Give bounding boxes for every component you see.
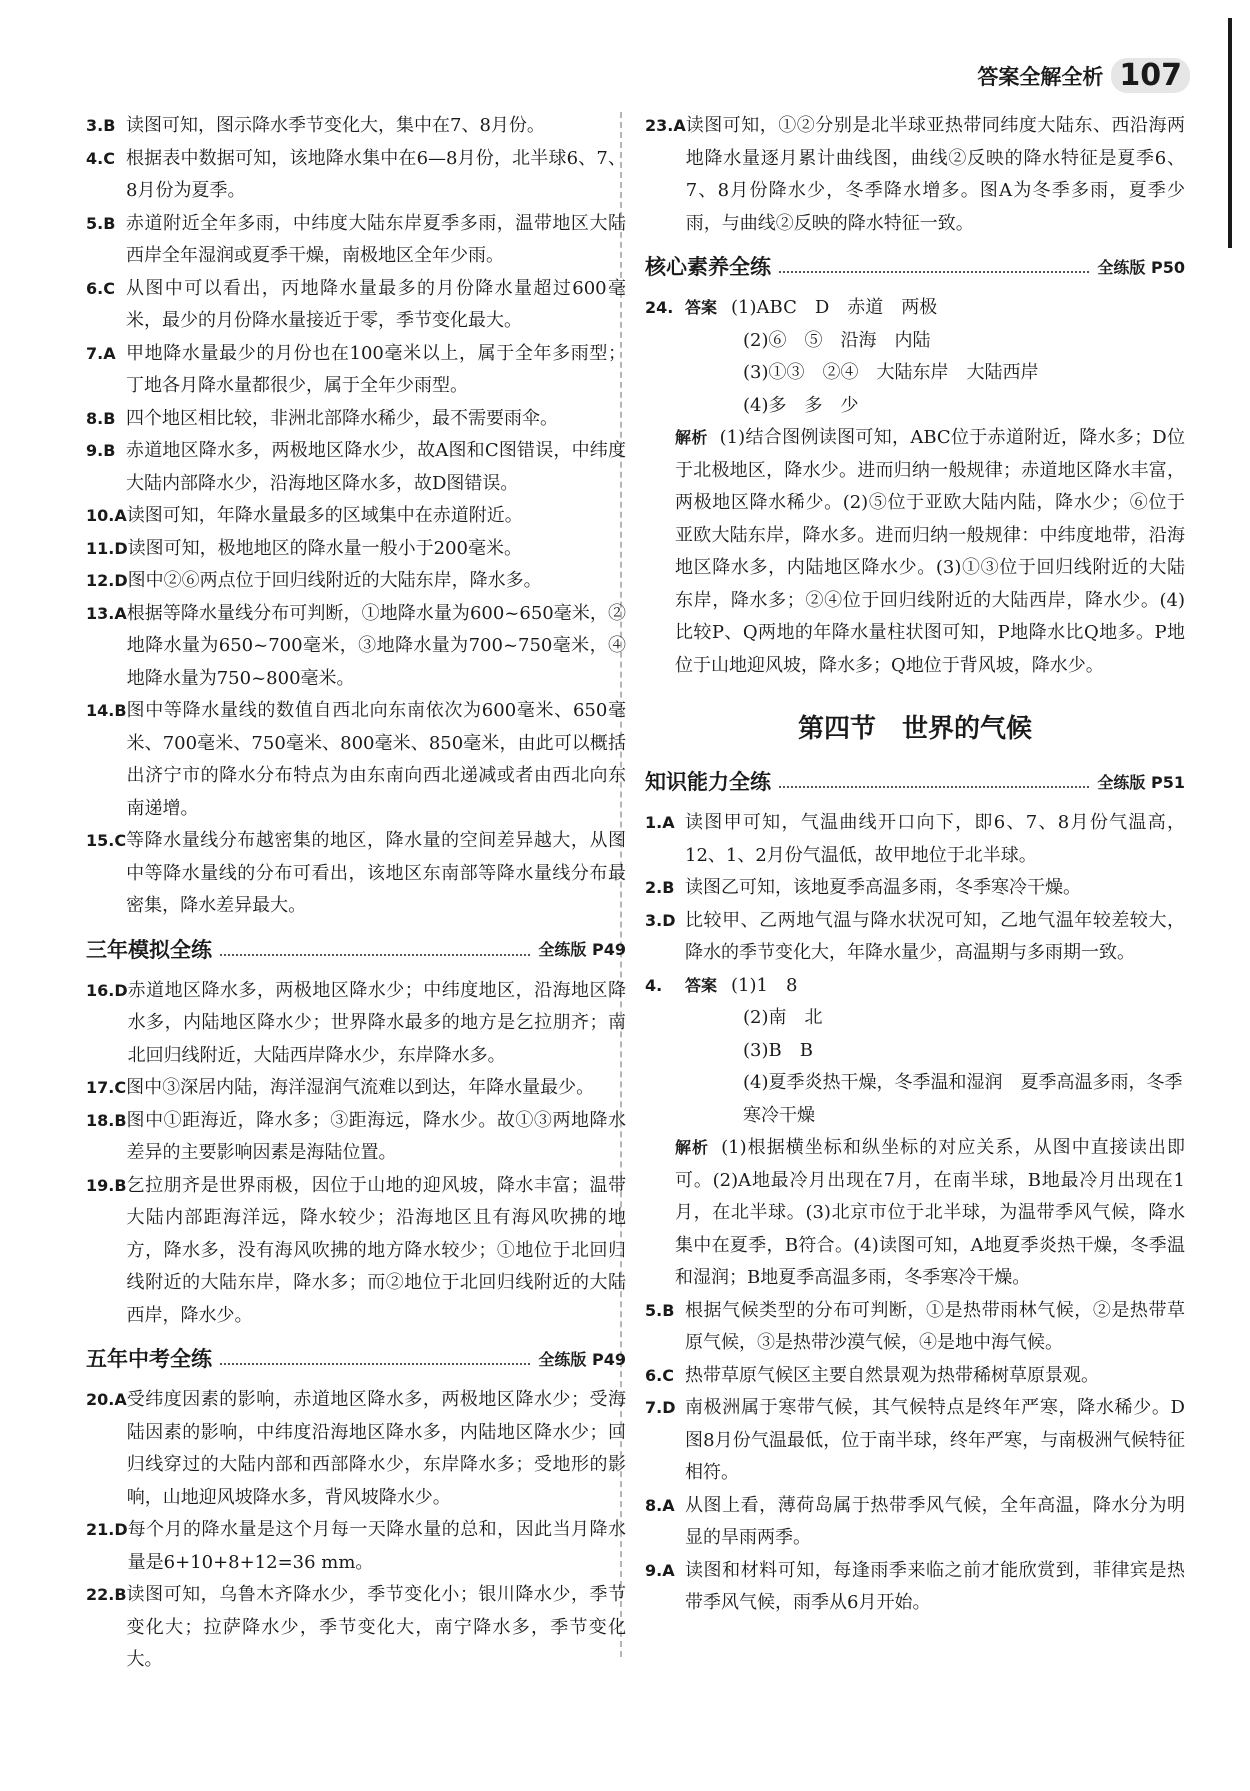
answer-number: 7.A — [86, 343, 116, 363]
answer-label: 答案 — [685, 298, 718, 317]
answer-text: 读图甲可知，气温曲线开口向下，即6、7、8月份气温高，12、1、2月份气温低，故甲地位于北半球。 — [685, 812, 1185, 866]
answer-list — [86, 110, 626, 923]
answer-text: 图中等降水量线的数值自西北向东南依次为600毫米、650毫米、700毫米、750毫米、800毫米、850毫米，由此可以概括出济宁市的降水分布特点为由东南向西北递减或者由西北向东南递增。 — [126, 700, 626, 819]
explanation — [645, 1132, 1185, 1295]
answer-text: 甲地降水量最少的月份也在100毫米以上，属于全年多雨型；丁地各月降水量都很少，属于全年少雨型。 — [126, 342, 626, 396]
answer-item — [86, 273, 626, 338]
section-ref: 全练版 P49 — [538, 940, 626, 959]
answer-item — [86, 403, 626, 436]
answer-item — [645, 292, 1185, 325]
answer-number: 17.C — [86, 1078, 127, 1097]
answer-text: 根据等降水量线分布可判断，①地降水量为600~650毫米，②地降水量为650~700毫米，③地降水量为700~750毫米，④地降水量为750~800毫米。 — [126, 602, 626, 689]
answer-item — [86, 1170, 626, 1333]
answer-item — [86, 1384, 626, 1514]
answer-item — [645, 110, 1185, 240]
answer-number: 18.B — [86, 1110, 127, 1130]
answer-number: 9.B — [86, 441, 116, 460]
answer-label: 答案 — [685, 975, 718, 995]
answer-text: 热带草原气候区主要自然景观为热带稀树草原景观。 — [685, 1364, 1099, 1386]
right-column — [645, 110, 1185, 1620]
answer-text: 读图可知，①②分别是北半球亚热带同纬度大陆东、西沿海两地降水量逐月累计曲线图，曲线②反映的降水特征是夏季6、7、8月份降水少，冬季降水增多。图A为冬季多雨，夏季少雨，与曲线②反映的降水特征一致。 — [685, 115, 1185, 234]
answer-text: 乞拉朋齐是世界雨极，因位于山地的迎风坡，降水丰富；温带大陆内部距海洋远，降水较少；沿海地区且有海风吹拂的地方，降水多，没有海风吹拂的地方降水较少；①地位于北回归线附近的大陆东岸，降水多；而②地位于北回归线附近的大陆西岸，降水少。 — [126, 1174, 626, 1326]
answer-number: 15.C — [86, 831, 127, 850]
answer-number: 4.C — [86, 148, 115, 168]
answer-list — [86, 1384, 626, 1677]
answer-item — [86, 338, 626, 403]
answer-item — [86, 208, 626, 273]
section-ref: 全练版 P49 — [538, 1349, 626, 1369]
answer-text: 读图可知，乌鲁木齐降水少，季节变化小；银川降水少，季节变化大；拉萨降水少，季节变化大，南宁降水多，季节变化大。 — [126, 1584, 626, 1670]
answer-item — [645, 905, 1185, 970]
answer-text: 等降水量线分布越密集的地区，降水量的空间差异越大，从图中等降水量线的分布可看出，该地区东南部等降水量线分布最密集，降水差异最大。 — [126, 830, 626, 916]
page-header — [977, 58, 1190, 93]
answer-text: 赤道附近全年多雨，中纬度大陆东岸夏季多雨，温带地区大陆西岸全年湿润或夏季干燥，南极地区全年少雨。 — [126, 212, 626, 266]
answer-item — [86, 435, 626, 500]
answer-number: 19.B — [86, 1175, 127, 1195]
answer-number: 11.D — [86, 538, 128, 558]
answer-line: (1)1 8 — [731, 974, 798, 996]
answer-text: 读图可知，年降水量最多的区域集中在赤道附近。 — [126, 505, 523, 526]
answer-number: 12.D — [86, 571, 128, 590]
answer-line: (4)多 多 少 — [743, 394, 859, 416]
section-header-three-year — [86, 931, 626, 967]
answer-number: 22.B — [86, 1585, 127, 1604]
answer-item — [645, 1555, 1185, 1620]
dot-leader — [220, 942, 530, 956]
answer-item — [86, 1105, 626, 1170]
answer-number: 6.C — [86, 278, 115, 298]
answer-list — [645, 807, 1185, 970]
answer-number: 7.D — [645, 1398, 676, 1417]
section-title: 核心素养全练 — [645, 255, 771, 279]
answer-number: 5.B — [86, 213, 116, 233]
answer-number: 1.A — [645, 813, 675, 832]
chapter-title: 第四节 世界的气候 — [797, 714, 1032, 744]
dot-leader — [779, 774, 1089, 788]
answer-text: 图中③深居内陆，海洋湿润气流难以到达，年降水量最少。 — [126, 1077, 595, 1098]
answer-line: (3)B B — [743, 1039, 813, 1061]
answer-item — [86, 110, 626, 143]
answer-number: 23.A — [645, 116, 686, 135]
section-header-five-year — [86, 1340, 626, 1376]
answer-number: 21.D — [86, 1520, 128, 1539]
answer-text: 读图可知，图示降水季节变化大，集中在7、8月份。 — [126, 115, 545, 136]
answer-item — [86, 975, 626, 1073]
answer-item — [86, 598, 626, 696]
answer-text: 读图和材料可知，每逢雨季来临之前才能欣赏到，菲律宾是热带季风气候，雨季从6月开始。 — [685, 1559, 1185, 1613]
answer-item — [86, 1514, 626, 1579]
page-spine-line — [1228, 18, 1232, 248]
answer-item — [86, 825, 626, 923]
section-header-core — [645, 248, 1185, 284]
answer-number: 14.B — [86, 701, 127, 720]
answer-text: 图中②⑥两点位于回归线附近的大陆东岸，降水多。 — [127, 570, 542, 591]
explanation-text: (1)结合图例读图可知，ABC位于赤道附近，降水多；D位于北极地区，降水少。进而归纳一般规律；赤道地区降水丰富，两极地区降水稀少。(2)⑤位于亚欧大陆内陆，降水少；⑥位于亚欧大陆东岸，降水多。进而归纳一般规律：中纬度地带，沿海地区降水多，内陆地区降水少。(3)①③位于回归线附近的大陆东岸，降水多；②④位于回归线附近的大陆西岸，降水少。(4)比较P、Q两地的年降水量柱状图可知，P地降水比Q地多。P地位于山地迎风坡，降水多；Q地位于背风坡，降水少。 — [675, 427, 1185, 676]
section-title: 五年中考全练 — [86, 1347, 212, 1371]
answer-item — [86, 695, 626, 825]
answer-number: 10.A — [86, 506, 127, 525]
answer-item — [86, 533, 626, 566]
dot-leader — [220, 1351, 530, 1365]
explanation-text: (1)根据横坐标和纵坐标的对应关系，从图中直接读出即可。(2)A地最冷月出现在7月，在南半球，B地最冷月出现在1月，在北半球。(3)北京市位于北半球，为温带季风气候，降水集中在夏季，B符合。(4)读图可知，A地夏季炎热干燥，冬季温和湿润；B地夏季高温多雨，冬季寒冷干燥。 — [675, 1137, 1185, 1288]
answer-number: 3.D — [645, 910, 676, 930]
dot-leader — [779, 259, 1089, 273]
answer-text: 根据表中数据可知，该地降水集中在6—8月份，北半球6、7、8月份为夏季。 — [126, 147, 626, 201]
section-title: 知识能力全练 — [645, 770, 771, 794]
answer-item — [86, 1579, 626, 1677]
explanation-label: 解析 — [675, 1138, 710, 1157]
answer-item — [86, 500, 626, 533]
answer-list — [86, 975, 626, 1333]
answer-text: 读图可知，极地地区的降水量一般小于200毫米。 — [127, 537, 522, 559]
left-column — [86, 110, 626, 1677]
answer-list — [645, 1295, 1185, 1620]
answer-text: 四个地区相比较，非洲北部降水稀少，最不需要雨伞。 — [126, 407, 558, 429]
section-title: 三年模拟全练 — [86, 937, 212, 962]
answer-number: 8.B — [86, 408, 116, 428]
answer-text: 根据气候类型的分布可判断，①是热带雨林气候，②是热带草原气候，③是热带沙漠气候，④是地中海气候。 — [685, 1299, 1185, 1353]
page-number: 107 — [1111, 58, 1190, 93]
answer-item — [645, 1392, 1185, 1490]
answer-text: 赤道地区降水多，两极地区降水少，故A图和C图错误，中纬度大陆内部降水少，沿海地区降水多，故D图错误。 — [126, 440, 626, 494]
answer-number: 5.B — [645, 1300, 675, 1320]
answer-item — [86, 1072, 626, 1105]
answer-number: 9.A — [645, 1560, 675, 1580]
answer-item — [86, 143, 626, 208]
answer-number: 20.A — [86, 1390, 127, 1409]
answer-line: (3)①③ ②④ 大陆东岸 大陆西岸 — [743, 362, 1039, 383]
answer-item — [86, 565, 626, 598]
answer-number: 2.B — [645, 878, 675, 897]
header-title: 答案全解全析 — [977, 64, 1104, 89]
section-header-knowledge — [645, 763, 1185, 799]
answer-text: 读图乙可知，该地夏季高温多雨，冬季寒冷干燥。 — [685, 877, 1081, 898]
answer-line: (1)ABC D 赤道 两极 — [731, 297, 938, 318]
answer-line: (4)夏季炎热干燥，冬季温和湿润 夏季高温多雨，冬季寒冷干燥 — [743, 1072, 1183, 1126]
answer-item — [645, 872, 1185, 905]
explanation — [645, 422, 1185, 682]
answer-item — [645, 1490, 1185, 1555]
answer-number: 8.A — [645, 1495, 675, 1515]
answer-text: 从图上看，薄荷岛属于热带季风气候，全年高温，降水分为明显的旱雨两季。 — [685, 1494, 1185, 1548]
answer-text: 图中①距海近，降水多；③距海远，降水少。故①③两地降水差异的主要影响因素是海陆位置。 — [126, 1109, 626, 1163]
answer-text: 从图中可以看出，丙地降水量最多的月份降水量超过600毫米，最少的月份降水量接近于零，季节变化最大。 — [126, 277, 626, 331]
answer-text: 受纬度因素的影响，赤道地区降水多，两极地区降水少；受海陆因素的影响，中纬度沿海地区降水多，内陆地区降水少；回归线穿过的大陆内部和西部降水少，东岸降水多；受地形的影响，山地迎风坡降水多，背风坡降水少。 — [126, 1389, 626, 1508]
answer-number: 13.A — [86, 603, 127, 623]
section-ref: 全练版 P51 — [1097, 772, 1185, 792]
answer-number: 3.B — [86, 116, 116, 135]
answer-number: 24. — [645, 298, 674, 317]
answer-number: 4. — [645, 975, 663, 995]
answer-line: (2)⑥ ⑤ 沿海 内陆 — [743, 329, 931, 351]
answer-line: (2)南 北 — [743, 1007, 823, 1028]
answer-text: 每个月的降水量是这个月每一天降水量的总和，因此当月降水量是6+10+8+12=36 mm。 — [127, 1519, 626, 1573]
explanation-label: 解析 — [675, 428, 708, 447]
answer-item — [645, 1295, 1185, 1360]
answer-text: 比较甲、乙两地气温与降水状况可知，乙地气温年较差较大，降水的季节变化大，年降水量少，高温期与多雨期一致。 — [685, 909, 1185, 963]
answer-number: 6.C — [645, 1365, 674, 1385]
answer-number: 16.D — [86, 980, 128, 1000]
answer-text: 赤道地区降水多，两极地区降水少；中纬度地区，沿海地区降水多，内陆地区降水少；世界降水最多的地方是乞拉朋齐；南北回归线附近，大陆西岸降水少，东岸降水多。 — [127, 979, 626, 1066]
answer-item — [645, 970, 1185, 1003]
section-ref: 全练版 P50 — [1097, 257, 1185, 277]
answer-text: 南极洲属于寒带气候，其气候特点是终年严寒，降水稀少。D图8月份气温最低，位于南半球，终年严寒，与南极洲气候特征相符。 — [685, 1397, 1185, 1483]
answer-item — [645, 807, 1185, 872]
answer-item — [645, 1360, 1185, 1393]
